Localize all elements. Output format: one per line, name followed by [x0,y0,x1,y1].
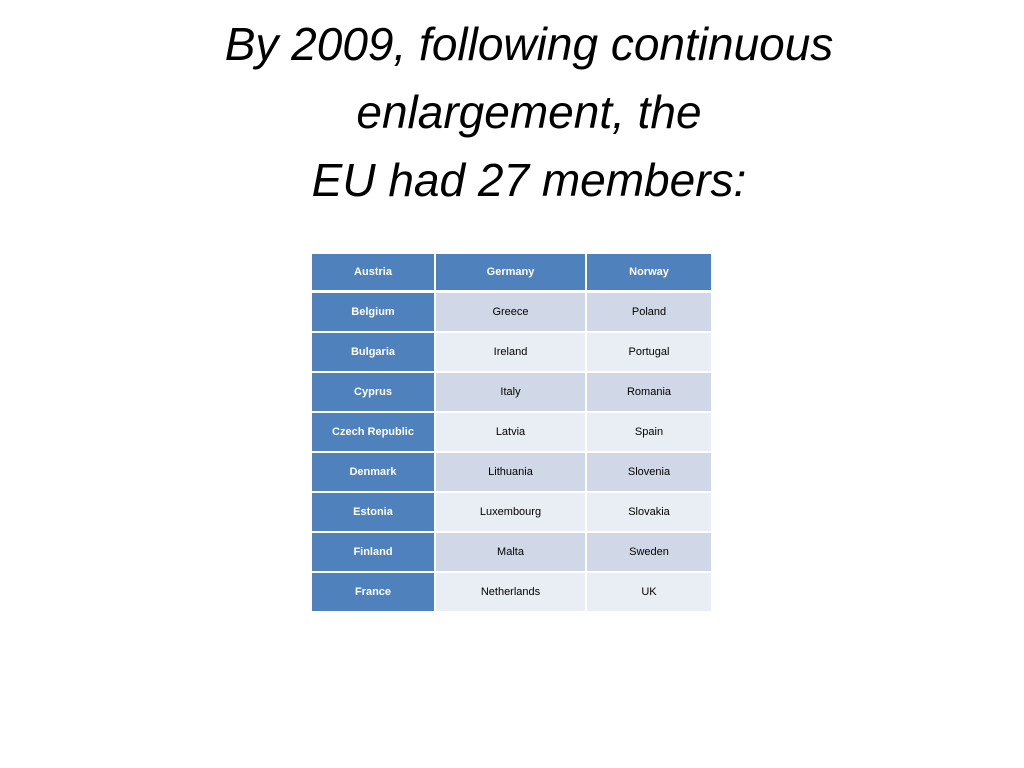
title-line-2: enlargement, the [356,86,702,138]
table-cell: Spain [587,413,711,453]
table-cell: France [312,573,436,611]
table-cell: Germany [436,254,587,293]
table-cell: UK [587,573,711,611]
table-cell: Netherlands [436,573,587,611]
table-row [312,293,711,333]
table-row [312,573,711,611]
eu-members-table [312,254,711,611]
table-cell: Greece [436,293,587,333]
table-cell: Sweden [587,533,711,573]
table-cell: Poland [587,293,711,333]
table-cell: Norway [587,254,711,293]
table-row [312,333,711,373]
table-row [312,493,711,533]
table-cell: Italy [436,373,587,413]
table-cell: Portugal [587,333,711,373]
table-cell: Slovakia [587,493,711,533]
table-cell: Romania [587,373,711,413]
table-row [312,373,711,413]
table-cell: Malta [436,533,587,573]
table-cell: Slovenia [587,453,711,493]
table-row [312,453,711,493]
table-cell: Bulgaria [312,333,436,373]
table-cell: Cyprus [312,373,436,413]
table-cell: Luxembourg [436,493,587,533]
table-cell: Denmark [312,453,436,493]
table-cell: Ireland [436,333,587,373]
table-cell: Czech Republic [312,413,436,453]
table-cell: Latvia [436,413,587,453]
table-row [312,413,711,453]
table-row [312,533,711,573]
table-cell: Estonia [312,493,436,533]
title-line-3: EU had 27 members: [311,154,747,206]
table-cell: Finland [312,533,436,573]
table-cell: Austria [312,254,436,293]
slide-title [112,10,946,214]
title-line-1: By 2009, following continuous [224,18,834,70]
table-header-row [312,254,711,293]
table-cell: Lithuania [436,453,587,493]
table-cell: Belgium [312,293,436,333]
